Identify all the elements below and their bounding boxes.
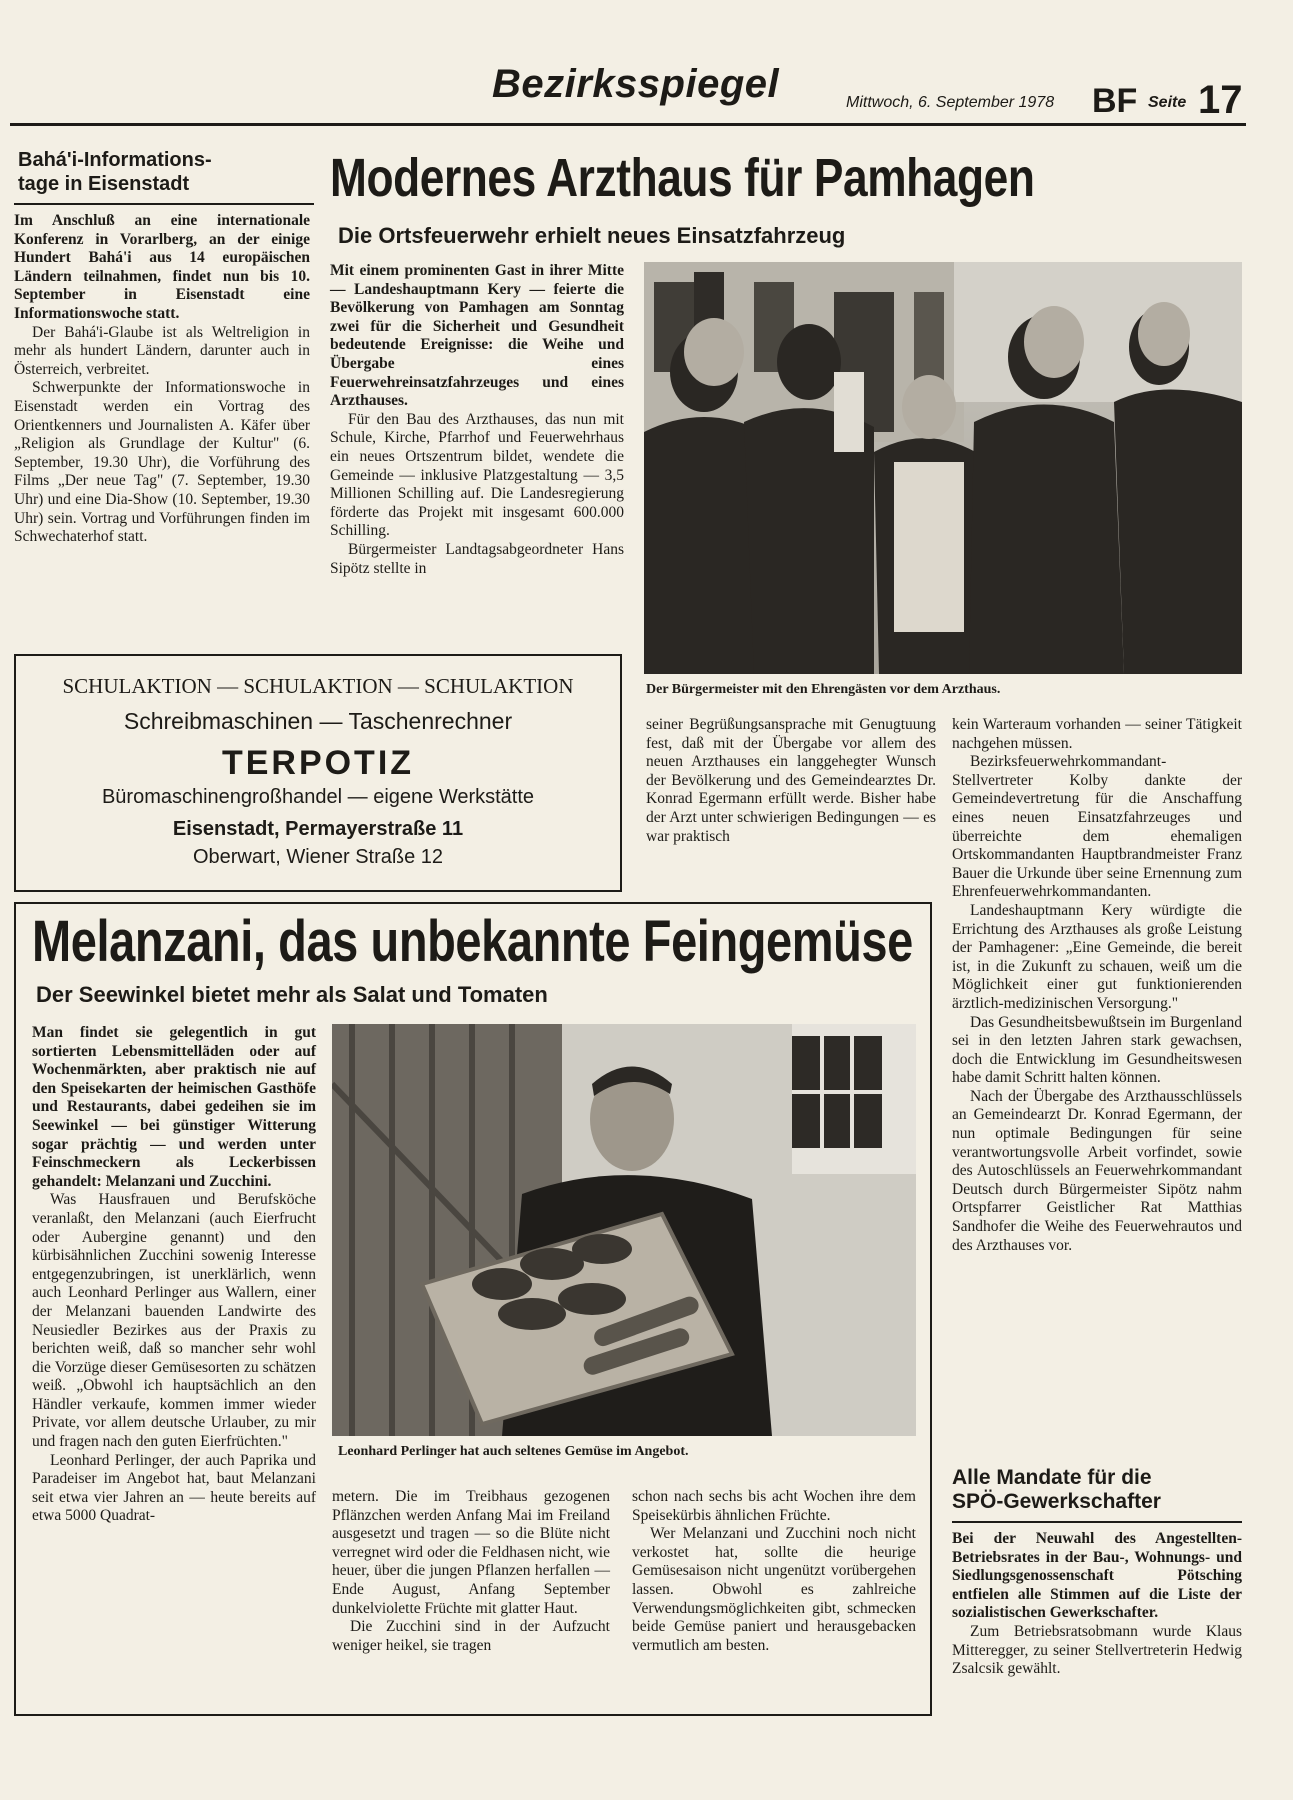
masthead-rule bbox=[10, 123, 1246, 126]
section-title: Bezirksspiegel bbox=[492, 62, 780, 106]
arzthaus-paragraph-6: Nach der Übergabe des Arzthausschlüssels an Gemeindearzt Dr. Konrad Egermann, der nun optimale Bedingungen für seine verantwortungsvolle Arbeit vorfindet, sowie des Autoschlüssels an Feuerwehrkommandant Deutsch durch Bürgermeister Sipötz nahm Ortspfarrer Geistlicher Rat Matthias Sandhofer die Weihe des Feuerwehrautos und des Arzthauses vor. bbox=[952, 1087, 1242, 1254]
arzthaus-headline: Modernes Arzthaus für Pamhagen bbox=[330, 148, 1035, 208]
page-label: Seite bbox=[1148, 94, 1187, 111]
arzthaus-photo-caption: Der Bürgermeister mit den Ehrengästen vor dem Arzthaus. bbox=[646, 682, 1001, 697]
bahai-heading bbox=[18, 148, 318, 196]
bahai-heading-line2: tage in Eisenstadt bbox=[18, 173, 190, 195]
arzthaus-column-3 bbox=[952, 716, 1242, 1255]
arzthaus-column-2 bbox=[646, 716, 936, 846]
bahai-paragraph-1: Der Bahá'i-Glaube ist als Weltreligion in mehr als hundert Ländern, darunter auch in Österreich, verbreitet. bbox=[14, 323, 310, 378]
melanzani-photo-caption: Leonhard Perlinger hat auch seltenes Gemüse im Angebot. bbox=[338, 1444, 689, 1459]
spoe-lead: Bei der Neuwahl des Angestellten-Betriebsrates in der Bau-, Wohnungs- und Siedlungsgenossenschaft Pötsching entfielen alle Stimmen auf die Liste der sozialistischen Gewerkschafter. bbox=[952, 1530, 1242, 1622]
arzthaus-photo bbox=[644, 262, 1242, 674]
melanzani-photo bbox=[332, 1024, 916, 1436]
spoe-heading-line1: Alle Mandate für die bbox=[952, 1466, 1152, 1489]
arzthaus-paragraph-3: Bezirksfeuerwehrkommandant-Stellvertreter Kolby dankte der Gemeindevertretung für die Anschaffung eines neuen Einsatzfahrzeuges und überreichte dem ehemaligen Ortskommandanten Hauptbrandmeister Franz Bauer die Urkunde über seine Ernennung zum Ehrenfeuerwehrkommandanten. bbox=[952, 753, 1242, 901]
ad-tagline: Büromaschinengroßhandel — eigene Werkstätte bbox=[101, 786, 535, 808]
arzthaus-subheadline: Die Ortsfeuerwehr erhielt neues Einsatzfahrzeug bbox=[338, 223, 846, 248]
page-number: 17 bbox=[1198, 78, 1243, 122]
arzthaus-column-1 bbox=[330, 262, 624, 578]
melanzani-column-1 bbox=[32, 1024, 316, 1526]
ad-address-oberwart: Oberwart, Wiener Straße 12 bbox=[192, 846, 444, 868]
bahai-heading-line1: Bahá'i-Informations- bbox=[18, 149, 212, 171]
melanzani-paragraph-1: Was Hausfrauen und Berufsköche veranlaßt, den Melanzani (auch Eierfrucht oder Aubergine genannt) und den kürbisähnlichen Zucchini sowenig Interesse entgegenzubringen, ist unerklärlich, wenn auch Leonhard Perlinger aus Wallern, einer der Melanzani bauenden Landwirte des Neusiedler Bezirkes aus der Praxis zu berichten weiß, daß so mancher sehr wohl die Vorzüge dieser Gemüsesorten zu schätzen weiß. „Obwohl ich hauptsächlich an den Händler verkaufe, kommen immer wieder Private, vor allem deutsche Urlauber, zu mir und fragen nach den guten Eierfrüchten." bbox=[32, 1191, 316, 1451]
arzthaus-lead: Mit einem prominenten Gast in ihrer Mitte — Landeshauptmann Kery — feierte die Bevölkerung von Pamhagen am Sonntag zwei für die Sicherheit und Gesundheit bedeutende Ereignisse: die Weihe und Übergabe eines Feuerwehreinsatzfahrzeuges und eines Arzthauses. bbox=[330, 262, 624, 410]
spoe-paragraph-1: Zum Betriebsratsobmann wurde Klaus Mitteregger, zu seiner Stellvertreterin Hedwig Zsalcsik gewählt. bbox=[952, 1622, 1242, 1678]
melanzani-paragraph-4: Wer Melanzani und Zucchini noch nicht verkostet hat, sollte die heurige Gemüsesaison nicht ungenützt vorübergehen lassen. Obwohl es zahlreiche Verwendungsmöglichkeiten gibt, schmecken beide Gemüse paniert und herausgebacken vermutlich am besten. bbox=[632, 1525, 916, 1654]
spoe-heading-line2: SPÖ-Gewerkschafter bbox=[952, 1490, 1161, 1513]
melanzani-paragraph-3-continued: schon nach sechs bis acht Wochen ihre dem Speisekürbis ähnlichen Früchte. bbox=[632, 1488, 916, 1524]
melanzani-paragraph-3: Die Zucchini sind in der Aufzucht weniger heikel, sie tragen bbox=[332, 1618, 610, 1654]
arzthaus-photo-illustration bbox=[644, 262, 1242, 674]
bahai-heading-rule bbox=[14, 203, 314, 205]
melanzani-column-3 bbox=[632, 1488, 916, 1655]
ad-address-eisenstadt: Eisenstadt, Permayerstraße 11 bbox=[172, 818, 464, 840]
arzthaus-paragraph-2-start: Bürgermeister Landtagsabgeordneter Hans Sipötz stellte in bbox=[330, 540, 624, 577]
arzthaus-paragraph-1: Für den Bau des Arzthauses, das nun mit Schule, Kirche, Pfarrhof und Feuerwehrhaus ein neues Ortszentrum bildet, wendete die Gemeinde — inklusive Platzgestaltung — 3,5 Millionen Schilling auf. Die Landesregierung förderte das Projekt mit insgesamt 600.000 Schilling. bbox=[330, 410, 624, 540]
terpotiz-advertisement bbox=[14, 654, 622, 892]
melanzani-paragraph-2: Leonhard Perlinger, der auch Paprika und Paradeiser im Angebot hat, baut Melanzani seit etwa vier Jahren an — heute bereits auf etwa 5000 Quadrat- bbox=[32, 1451, 316, 1525]
spoe-article-body bbox=[952, 1530, 1242, 1679]
bahai-article-body bbox=[14, 212, 310, 547]
melanzani-paragraph-2-continued: metern. Die im Treibhaus gezogenen Pflänzchen werden Anfang Mai im Freiland ausgesetzt und tragen — so die Blüte nicht verregnet wird oder die Feldhasen nicht, wie heuer, über die jungen Pflanzen herfallen — Ende August, Anfang September dunkelviolette Früchte mit glatter Haut. bbox=[332, 1488, 610, 1617]
spoe-heading bbox=[952, 1466, 1242, 1514]
arzthaus-paragraph-4: Landeshauptmann Kery würdigte die Errichtung des Arzthauses als große Leistung der Pamhagener: „Eine Gemeinde, die bereit ist, in die Zukunft zu schauen, weiß um die Möglichkeit einer gut funktionierenden ärztlich-medizinischen Versorgung." bbox=[952, 901, 1242, 1012]
melanzani-headline: Melanzani, das unbekannte Feingemüse bbox=[32, 909, 913, 974]
newspaper-logo: BF bbox=[1092, 82, 1138, 120]
bahai-paragraph-2: Schwerpunkte der Informationswoche in Eisenstadt werden ein Vortrag des Orientkenners und Journalisten A. Käfer über „Religion als Grundlage der Kultur" (6. September, 19.30 Uhr), die Vorführung des Films „Der neue Tag" (7. September, 19.30 Uhr) und eine Dia-Show (10. September, 19.30 Uhr) sein. Vortrag und Vorführungen finden im Schwechaterhof statt. bbox=[14, 379, 310, 546]
ad-products: Schreibmaschinen — Taschenrechner bbox=[123, 708, 513, 734]
melanzani-subheadline: Der Seewinkel bietet mehr als Salat und Tomaten bbox=[36, 982, 548, 1007]
arzthaus-paragraph-2-end: kein Warteraum vorhanden — seiner Tätigkeit nachgehen müssen. bbox=[952, 716, 1242, 752]
arzthaus-paragraph-5: Das Gesundheitsbewußtsein im Burgenland sei in den letzten Jahren stark gewachsen, doch die Entwicklung im Gesundheitswesen habe damit Schritt halten können. bbox=[952, 1013, 1242, 1087]
melanzani-photo-illustration bbox=[332, 1024, 916, 1436]
arzthaus-paragraph-2-continued: seiner Begrüßungsansprache mit Genugtuung fest, daß mit der Übergabe vor allem des neuen Arzthauses ein langgehegter Wunsch der Bevölkerung und des Gemeindearztes Dr. Konrad Egermann erfüllt werde. Bisher habe der Arzt unter schwierigen Bedingungen — es war praktisch bbox=[646, 716, 936, 845]
ad-company-name: TERPOTIZ bbox=[221, 744, 415, 782]
melanzani-lead: Man findet sie gelegentlich in gut sortierten Lebensmittelläden oder auf Wochenmärkten, aber praktisch nie auf den Speisekarten der heimischen Gasthöfe und Restaurants, dabei gedeihen sie im Seewinkel — bei günstiger Witterung sogar prächtig — und werden unter Feinschmeckern als Leckerbissen gehandelt: Melanzani und Zucchini. bbox=[32, 1024, 316, 1190]
issue-date: Mittwoch, 6. September 1978 bbox=[846, 94, 1055, 111]
melanzani-column-2 bbox=[332, 1488, 610, 1655]
bahai-lead: Im Anschluß an eine internationale Konferenz in Vorarlberg, an der einige Hundert Bahá'i aus 14 europäischen Ländern teilnahmen, findet nun bis 10. September in Eisenstadt eine Informationswoche statt. bbox=[14, 212, 310, 322]
spoe-heading-rule bbox=[952, 1521, 1242, 1523]
ad-schulaktion: SCHULAKTION — SCHULAKTION — SCHULAKTION bbox=[62, 674, 574, 698]
